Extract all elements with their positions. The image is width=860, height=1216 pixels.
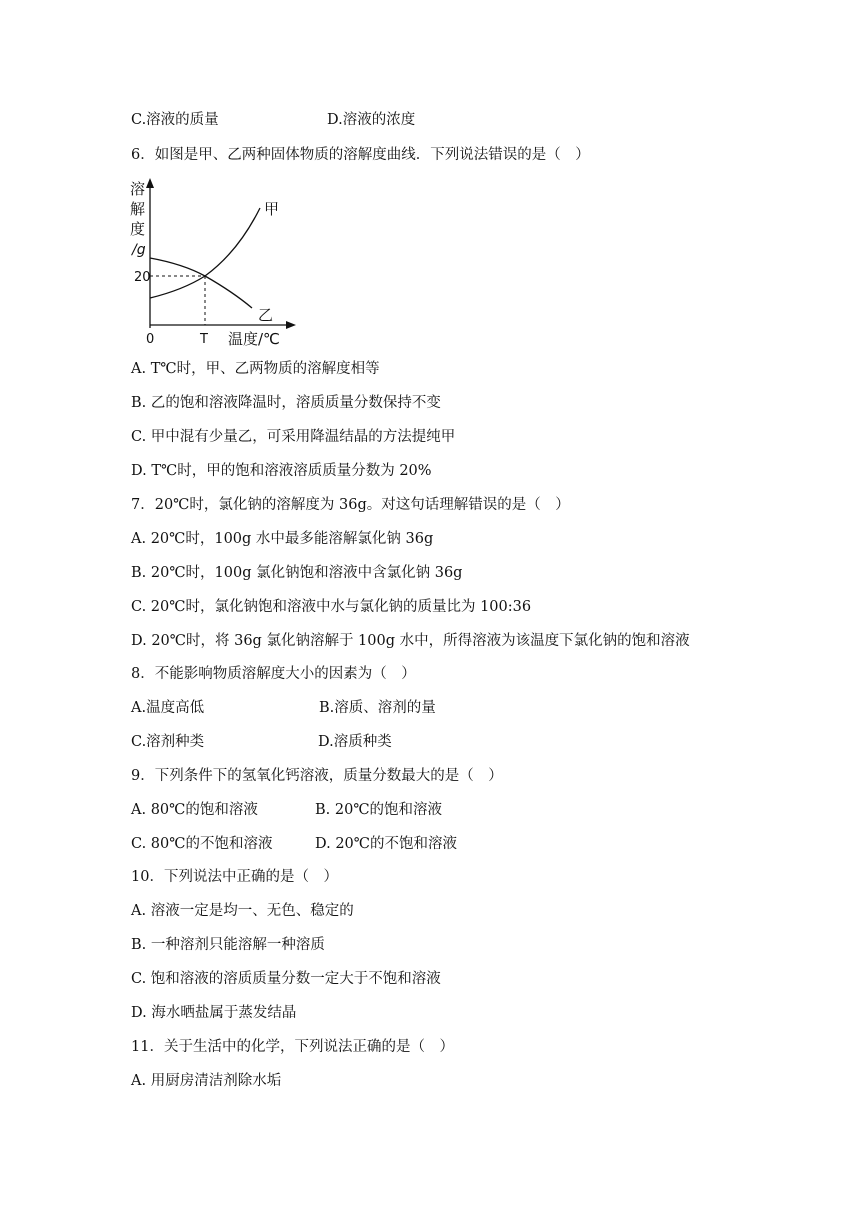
- q10-option-b: B. 一种溶剂只能溶解一种溶质: [131, 937, 325, 953]
- q10-option-a: A. 溶液一定是均一、无色、稳定的: [131, 903, 354, 919]
- q7-option-b: B. 20℃时，100g 氯化钠饱和溶液中含氯化钠 36g: [131, 565, 463, 581]
- x-tick-t: T: [200, 332, 208, 347]
- y-label-char-1: 溶: [130, 180, 146, 198]
- q5-option-c: C.溶液的质量: [131, 112, 219, 128]
- q8-stem: 8．不能影响物质溶解度大小的因素为（ ）: [131, 666, 416, 682]
- solubility-curve-graph: [128, 172, 308, 348]
- q6-option-b: B. 乙的饱和溶液降温时，溶质质量分数保持不变: [131, 395, 441, 411]
- q11-option-a: A. 用厨房清洁剂除水垢: [131, 1073, 282, 1089]
- q8-option-b: B.溶质、溶剂的量: [319, 700, 436, 716]
- y-label-unit: /g: [132, 242, 146, 258]
- q5-option-d: D.溶液的浓度: [327, 112, 416, 128]
- q6-stem: 6．如图是甲、乙两种固体物质的溶解度曲线．下列说法错误的是（ ）: [131, 147, 590, 163]
- q8-option-a: A.温度高低: [131, 700, 205, 716]
- curve-yi-label: 乙: [258, 306, 274, 324]
- q10-option-d: D. 海水晒盐属于蒸发结晶: [131, 1005, 297, 1021]
- x-axis-label: 温度/℃: [228, 330, 280, 348]
- q7-option-d: D. 20℃时，将 36g 氯化钠溶解于 100g 水中，所得溶液为该温度下氯化钠的饱和溶液: [131, 633, 690, 649]
- q6-option-a: A. T℃时，甲、乙两物质的溶解度相等: [131, 361, 380, 377]
- y-label-char-2: 解: [130, 200, 146, 218]
- q8-option-c: C.溶剂种类: [131, 734, 205, 750]
- q10-stem: 10．下列说法中正确的是（ ）: [131, 869, 338, 885]
- curve-yi: [150, 258, 252, 308]
- q9-stem: 9．下列条件下的氢氧化钙溶液，质量分数最大的是（ ）: [131, 768, 503, 784]
- q6-option-d: D. T℃时，甲的饱和溶液溶质质量分数为 20%: [131, 463, 432, 479]
- x-axis-arrow: [286, 321, 296, 329]
- q8-option-d: D.溶质种类: [318, 734, 392, 750]
- curve-jia-label: 甲: [264, 200, 280, 218]
- q7-option-c: C. 20℃时，氯化钠饱和溶液中水与氯化钠的质量比为 100:36: [131, 599, 532, 615]
- q7-stem: 7．20℃时，氯化钠的溶解度为 36g。对这句话理解错误的是（ ）: [131, 497, 570, 513]
- q7-option-a: A. 20℃时，100g 水中最多能溶解氯化钠 36g: [131, 531, 434, 547]
- q6-option-c: C. 甲中混有少量乙，可采用降温结晶的方法提纯甲: [131, 429, 456, 445]
- y-axis-arrow: [146, 178, 154, 188]
- y-tick-20: 20: [134, 270, 151, 285]
- q10-option-c: C. 饱和溶液的溶质质量分数一定大于不饱和溶液: [131, 971, 441, 987]
- origin-label: 0: [146, 332, 155, 347]
- q11-stem: 11．关于生活中的化学，下列说法正确的是（ ）: [131, 1039, 454, 1055]
- q9-option-b: B. 20℃的饱和溶液: [315, 802, 443, 818]
- y-label-char-3: 度: [130, 220, 146, 238]
- q9-option-d: D. 20℃的不饱和溶液: [315, 836, 457, 852]
- q9-option-a: A. 80℃的饱和溶液: [131, 802, 258, 818]
- q9-option-c: C. 80℃的不饱和溶液: [131, 836, 273, 852]
